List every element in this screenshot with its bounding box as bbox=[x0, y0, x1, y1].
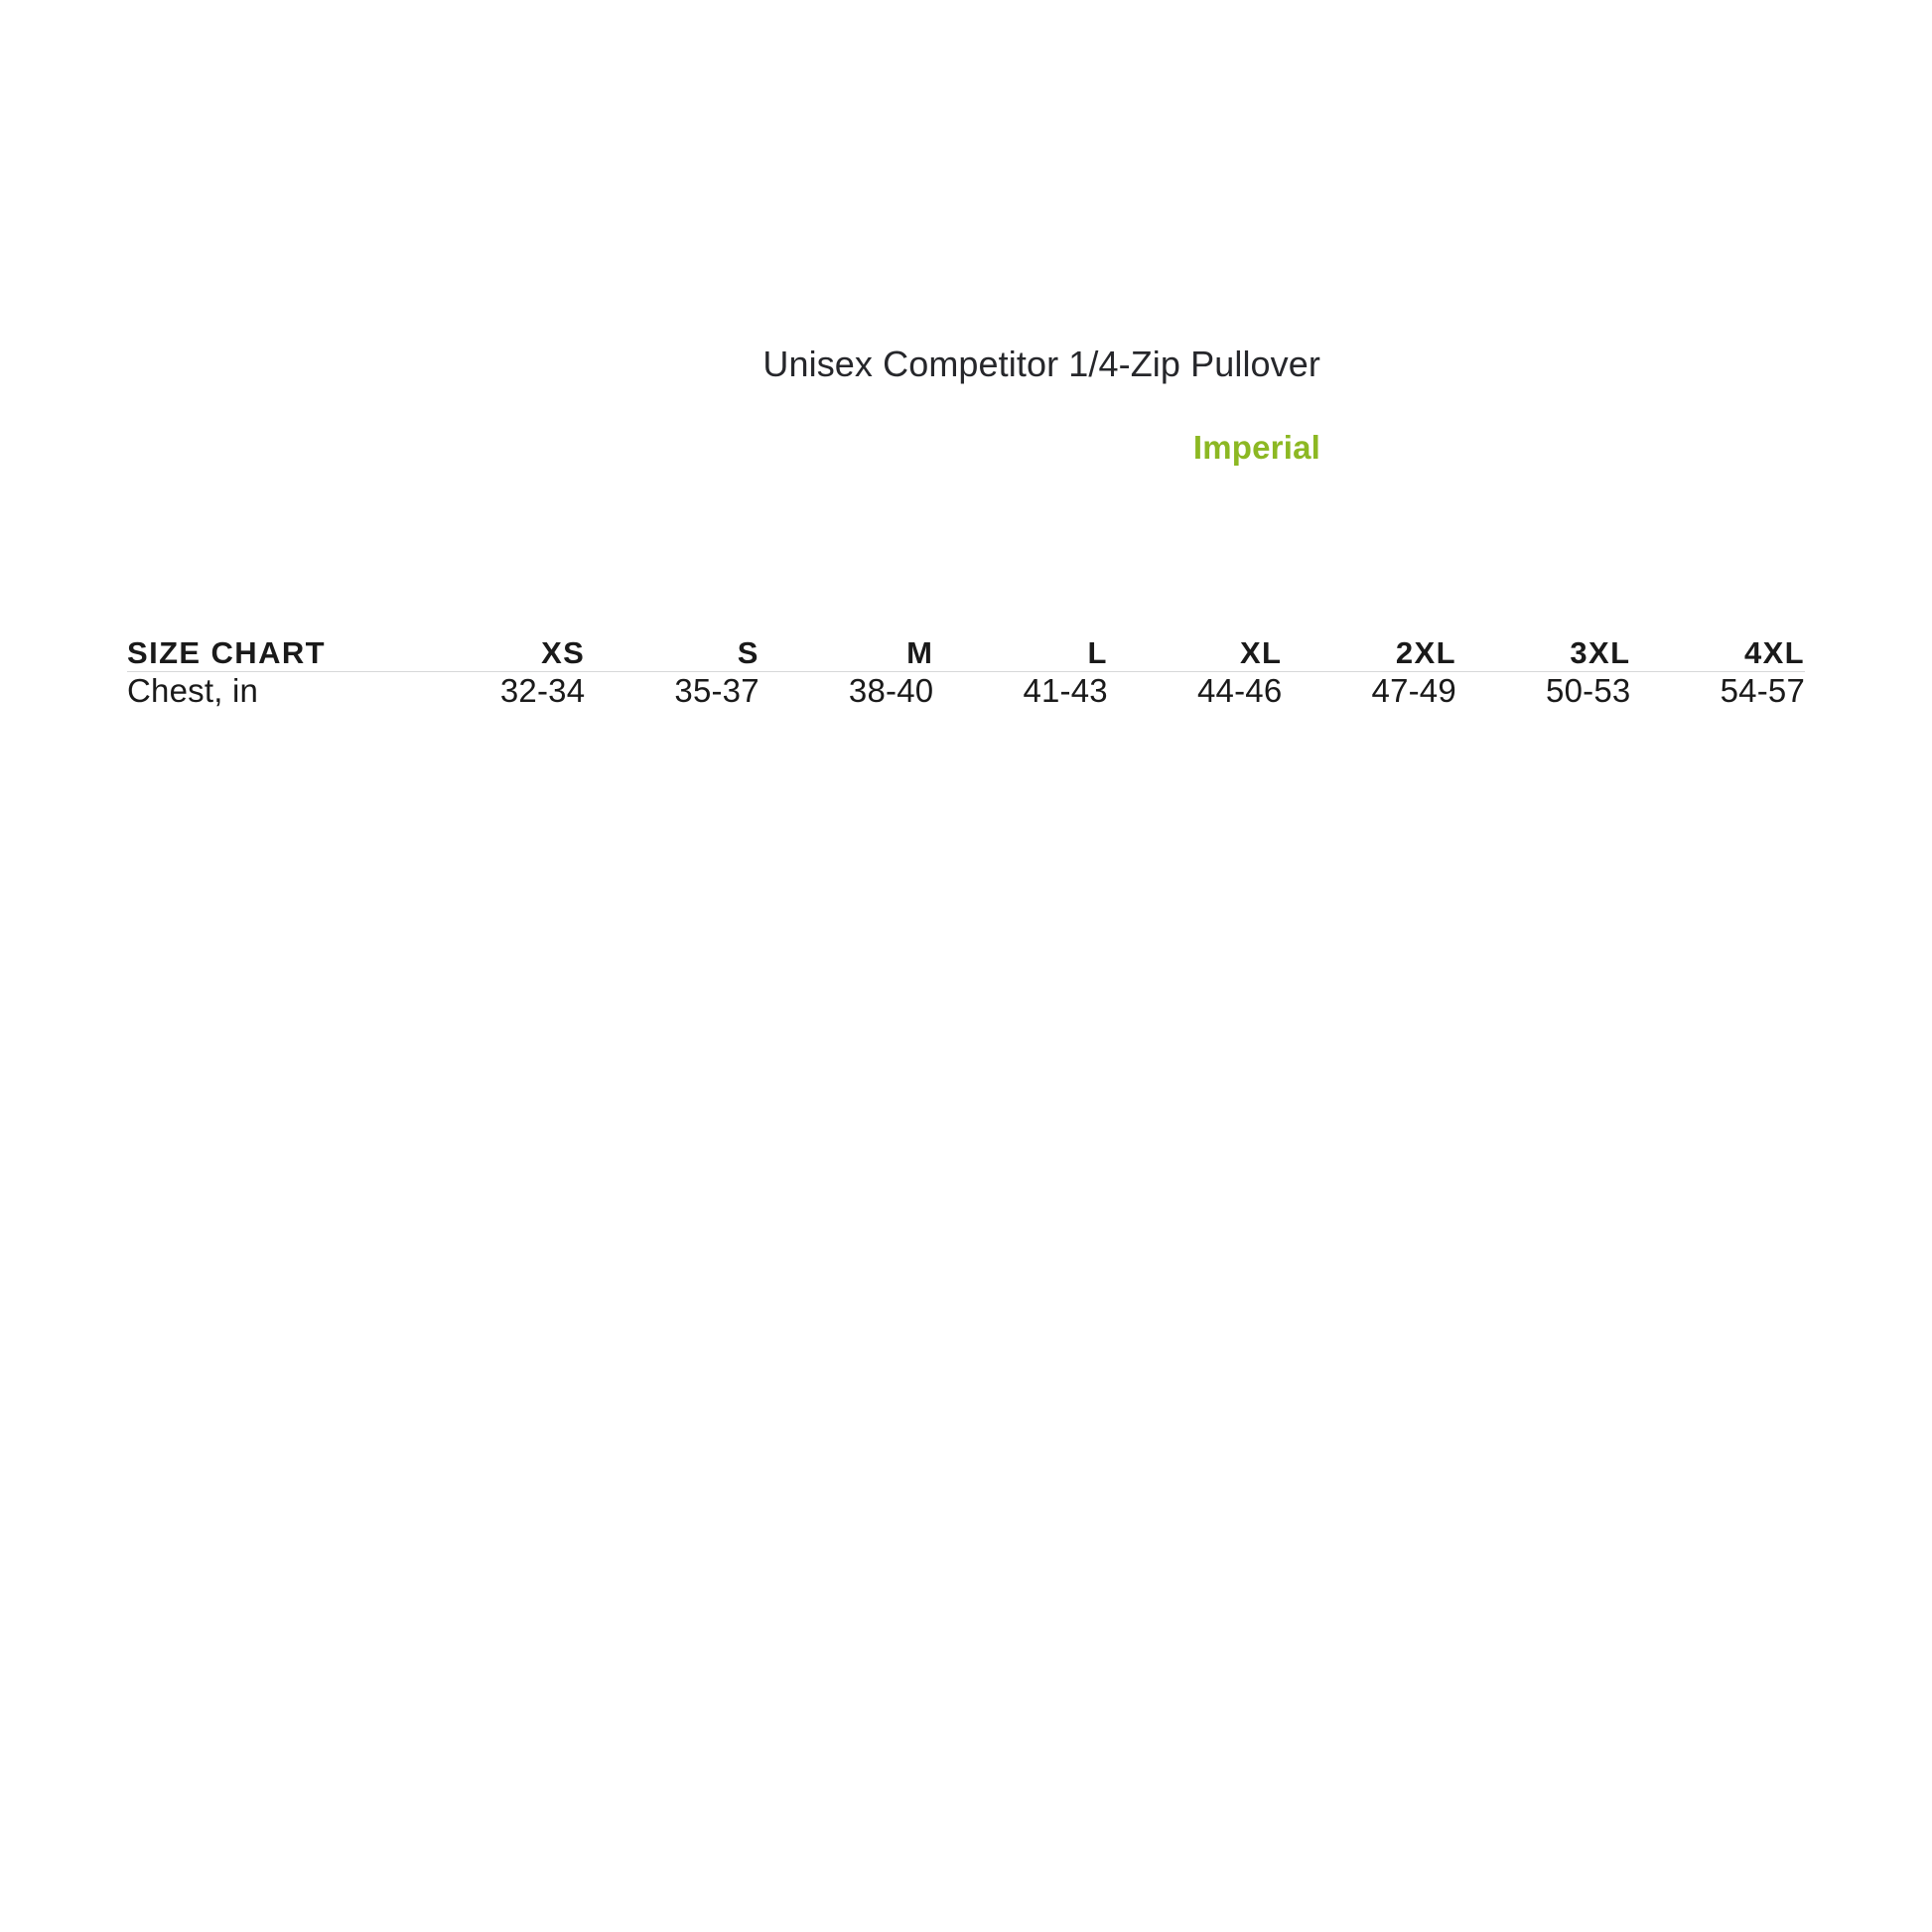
column-header-s: S bbox=[737, 635, 759, 670]
cell-chest-xs: 32-34 bbox=[499, 672, 586, 709]
size-chart-table bbox=[127, 635, 1805, 710]
cell-chest-m: 38-40 bbox=[848, 672, 934, 709]
column-header-xl: XL bbox=[1239, 635, 1283, 670]
column-header-size-chart: SIZE CHART bbox=[127, 635, 326, 670]
column-header-l: L bbox=[1087, 635, 1108, 670]
size-chart-table-wrapper bbox=[127, 635, 1805, 710]
column-header-4xl: 4XL bbox=[1743, 635, 1805, 670]
column-header-m: M bbox=[906, 635, 934, 670]
page-title: Unisex Competitor 1/4-Zip Pullover bbox=[762, 344, 1320, 384]
cell-chest-4xl: 54-57 bbox=[1720, 672, 1805, 709]
table-header-row bbox=[127, 635, 1805, 671]
cell-chest-3xl: 50-53 bbox=[1546, 672, 1631, 709]
cell-chest-xl: 44-46 bbox=[1196, 672, 1283, 709]
row-label-chest: Chest, in bbox=[127, 672, 259, 709]
cell-chest-s: 35-37 bbox=[674, 672, 759, 709]
table-row bbox=[127, 672, 1805, 710]
column-header-3xl: 3XL bbox=[1570, 635, 1631, 670]
column-header-xs: XS bbox=[541, 635, 586, 670]
header-block bbox=[129, 343, 1320, 467]
cell-chest-2xl: 47-49 bbox=[1371, 672, 1456, 709]
column-header-2xl: 2XL bbox=[1395, 635, 1456, 670]
unit-system-label: Imperial bbox=[1192, 429, 1320, 467]
cell-chest-l: 41-43 bbox=[1023, 672, 1108, 709]
